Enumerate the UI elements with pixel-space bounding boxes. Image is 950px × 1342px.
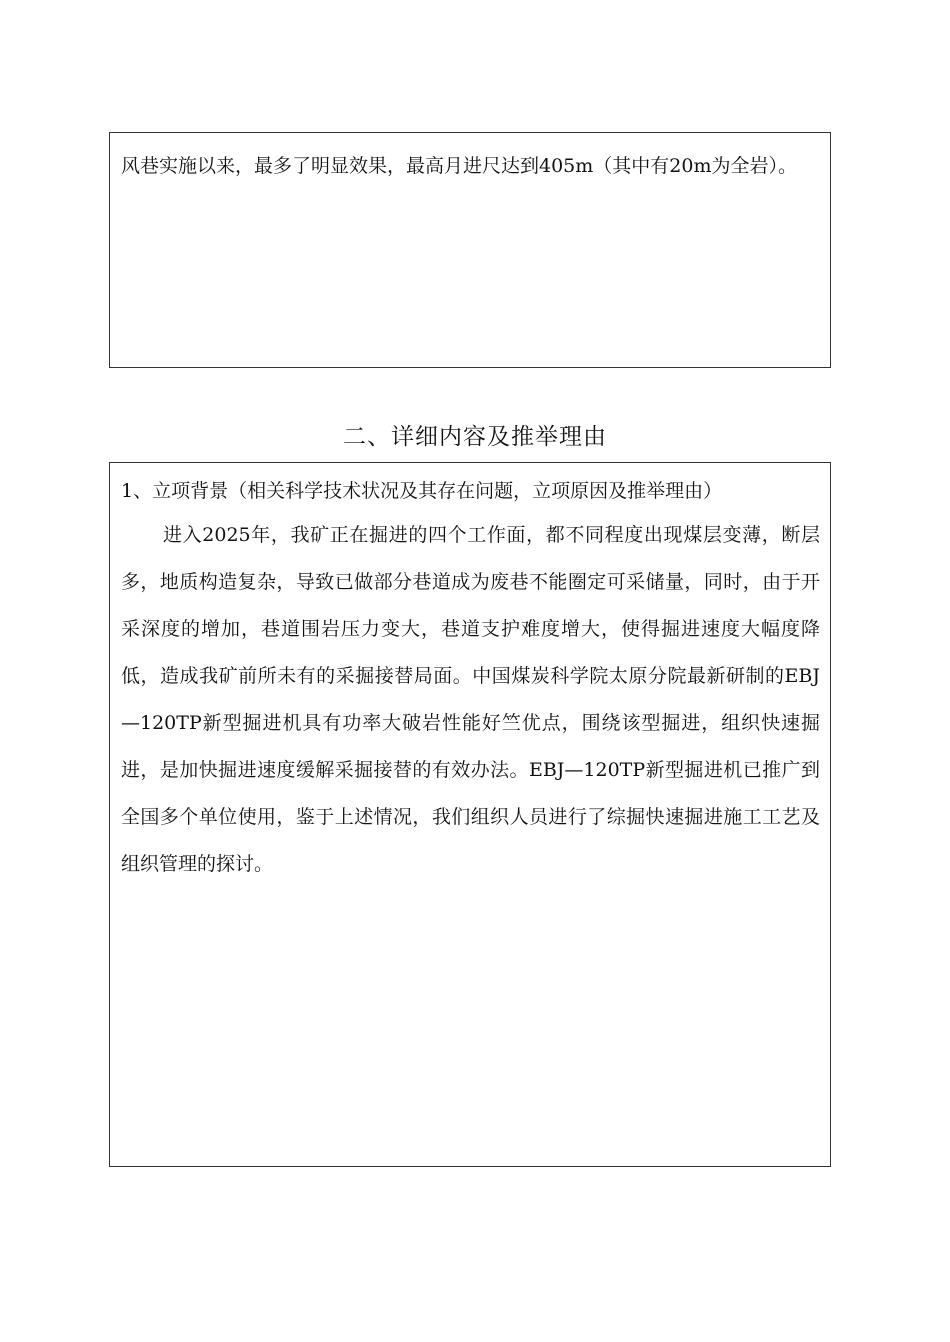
section-title: 二、详细内容及推举理由 [343, 424, 607, 450]
subheading: 1、立项背景（相关科学技术状况及其存在问题，立项原因及推举理由） [121, 480, 723, 502]
top-text-box [109, 132, 831, 368]
top-box-text: 风巷实施以来，最多了明显效果，最高月进尺达到405m（其中有20m为全岩）。 [121, 155, 797, 177]
main-content-box [109, 462, 831, 1167]
body-paragraph: 进入2025年，我矿正在掘进的四个工作面，都不同程度出现煤层变薄，断层多，地质构造复杂，导致已做部分巷道成为废巷不能圈定可采储量，同时，由于开采深度的增加，巷道围岩压力变大，巷道支护难度增大，使得掘进速度大幅度降低，造成我矿前所未有的采掘接替局面。中国煤炭科学院太原分院最新研制的EBJ—120TP新型掘进机具有功率大破岩性能好竺优点，围绕该型掘进，组织快速掘进，是加快掘进速度缓解采掘接替的有效办法。EBJ—120TP新型掘进机已推广到全国多个单位使用，鉴于上述情况，我们组织人员进行了综掘快速掘进施工工艺及组织管理的探讨。 [121, 524, 820, 875]
